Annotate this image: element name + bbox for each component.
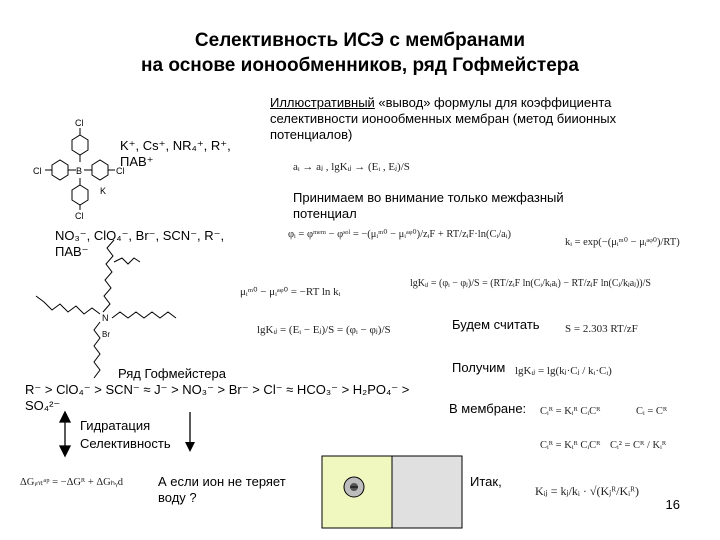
formula-selectivity-final: Kᵢⱼ = kⱼ/kᵢ · √(Kⱼᴿ/Kᵢᴿ) <box>535 484 640 498</box>
cations-line-1: K⁺, Cs⁺, NR₄⁺, R⁺, <box>120 138 231 153</box>
phenyl-ring-bottom <box>72 185 88 205</box>
formula-activity-to-logk: aᵢ → aⱼ , lgKᵢⱼ → (Eᵢ , Eⱼ)/S <box>293 161 410 173</box>
cl-label-left: Cl <box>33 166 42 176</box>
double-arrow-icon <box>60 412 70 456</box>
anions-line-1: NO₃⁻, ClO₄⁻, Br⁻, SCN⁻, R⁻, <box>55 228 225 243</box>
formula-ion-pair: Cᵢᴿ = Kᵢᴿ CᵢCᴿ <box>540 440 601 451</box>
formula-interphase-potential: φᵢ = φᵐᵉᵐ − φˢᵒˡ = −(μᵢᵐ⁰ − μᵢᵃᵠ⁰)/zᵢF + RT/zᵢF·ln(Cᵢ/aᵢ) <box>288 229 511 240</box>
selectivity-label: Селективность <box>80 436 171 451</box>
in-membrane-label: В мембране: <box>449 401 527 416</box>
quaternary-ammonium-structure <box>36 240 176 378</box>
intro-rest: «вывод» формулы для коэффициента <box>374 95 612 110</box>
interphase-line-1: Принимаем во внимание только межфазный <box>293 190 564 205</box>
boron-label: B <box>76 166 83 176</box>
alkyl-chain-down <box>94 322 100 378</box>
phenyl-ring-left <box>52 160 68 180</box>
cl-label-bottom: Cl <box>75 211 84 221</box>
formula-membrane-equilibrium: Cᵢᴿ = Kᵢᴿ CᵢCᴿ <box>540 406 601 417</box>
formula-slope: S = 2.303 RT/zF <box>565 323 638 335</box>
hofmeister-title: Ряд Гофмейстера <box>118 366 226 381</box>
page-number: 16 <box>665 497 680 512</box>
formula-concentration-squared: Cᵢ² = Cᴿ / Kᵢᴿ <box>610 440 667 451</box>
formula-gibbs-energy: ΔGᵢₙₜᵃᵖ = −ΔGᴿ + ΔGₕᵧd <box>20 477 123 488</box>
interphase-line-2: потенциал <box>293 206 357 221</box>
phenyl-ring-right <box>92 160 108 180</box>
question-line-2: воду ? <box>158 490 197 505</box>
we-get-label: Получим <box>452 360 506 375</box>
formula-electroneutrality: Cᵢ = Cᴿ <box>636 406 668 417</box>
cations-line-2: ПАВ⁺ <box>120 154 154 169</box>
cl-label-top: Cl <box>75 118 84 128</box>
formula-logk-result: lgKᵢⱼ = lg(kⱼ·Cⱼ / kᵢ·Cᵢ) <box>515 365 612 377</box>
formula-chem-potential: μᵢᵐ⁰ − μᵢᵃᵠ⁰ = −RT ln kᵢ <box>240 286 341 298</box>
membrane-phase <box>392 456 462 528</box>
formula-distribution-coefficient: kᵢ = exp(−(μᵢᵐ⁰ − μᵢᵃᵠ⁰)/RT) <box>565 237 680 248</box>
cl-label-right: Cl <box>116 166 125 176</box>
hofmeister-series: R⁻ > ClO₄⁻ > SCN⁻ ≈ J⁻ > NO₃⁻ > Br⁻ > Cl⁻ ≈ HCO₃⁻ > H₂PO₄⁻ > <box>25 382 410 397</box>
formula-logk-potentials: lgKᵢⱼ = (Eᵢ − Eⱼ)/S = (φᵢ − φⱼ)/S <box>257 324 391 336</box>
alkyl-branch <box>114 258 140 264</box>
alkyl-chain-right <box>112 312 176 318</box>
nitrogen-label: N <box>102 313 109 323</box>
intro-underlined: Иллюстративный <box>270 95 375 110</box>
potassium-label: K <box>100 186 107 196</box>
down-arrow-icon <box>185 442 195 452</box>
bromide-label: Br <box>102 330 110 339</box>
hofmeister-series-tail: SO₄²⁻ <box>25 398 61 413</box>
title-line-2: на основе ионообменников, ряд Гофмейстера <box>141 55 579 76</box>
formula-logk-expanded: lgKᵢⱼ = (φᵢ − φⱼ)/S = (RT/zᵢF ln(Cᵢ/kᵢaᵢ) − RT/zⱼF ln(Cⱼ/kⱼaⱼ))/S <box>410 278 651 289</box>
anions-line-2: ПАВ⁻ <box>55 244 89 259</box>
alkyl-chain-up <box>103 240 114 312</box>
hydration-label: Гидратация <box>80 418 151 433</box>
we-consider-label: Будем считать <box>452 317 540 332</box>
phenyl-ring-top <box>72 135 88 155</box>
question-line-1: А если ион не теряет <box>158 474 286 489</box>
title-line-1: Селективность ИСЭ с мембранами <box>194 30 526 51</box>
so-then-label: Итак, <box>470 474 502 489</box>
intro-line-3: потенциалов) <box>270 127 353 142</box>
alkyl-chain-left <box>36 296 100 314</box>
intro-line-2: селективности ионообменных мембран (метод биионных <box>270 111 617 126</box>
